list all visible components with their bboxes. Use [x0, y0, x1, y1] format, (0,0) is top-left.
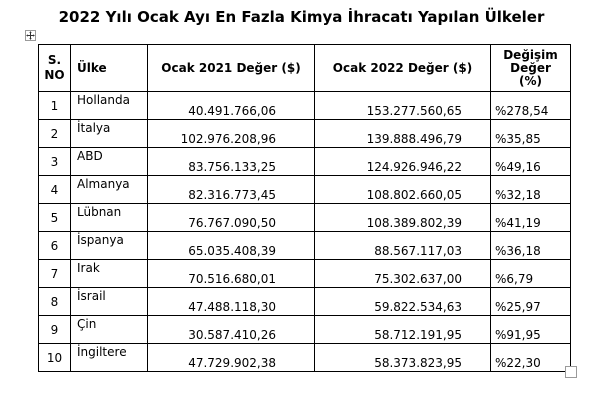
cell-value-2022: 124.926.946,22 — [315, 148, 491, 176]
cell-change: %25,97 — [491, 288, 571, 316]
cell-change: %278,54 — [491, 92, 571, 120]
table-row — [39, 260, 571, 288]
cell-value-2021: 40.491.766,06 — [148, 92, 315, 120]
cell-country: Irak — [71, 260, 148, 288]
cell-value-2022: 153.277.560,65 — [315, 92, 491, 120]
header-sno-line2: NO — [44, 68, 65, 82]
table-row — [39, 204, 571, 232]
cell-no: 7 — [39, 260, 71, 288]
cell-country: İspanya — [71, 232, 148, 260]
cell-no: 5 — [39, 204, 71, 232]
cell-value-2021: 82.316.773,45 — [148, 176, 315, 204]
table-row — [39, 176, 571, 204]
table-resize-handle-icon[interactable] — [565, 366, 577, 378]
table-row — [39, 316, 571, 344]
table-header-row — [39, 45, 571, 92]
table-row — [39, 344, 571, 372]
cell-change: %6,79 — [491, 260, 571, 288]
cell-value-2022: 58.712.191,95 — [315, 316, 491, 344]
cell-no: 10 — [39, 344, 71, 372]
header-change-line1: Değişim — [503, 47, 558, 62]
header-change-line2: Değer — [510, 60, 551, 75]
cell-no: 3 — [39, 148, 71, 176]
cell-value-2022: 75.302.637,00 — [315, 260, 491, 288]
header-sno-line1: S. — [47, 53, 62, 67]
header-change — [491, 45, 571, 92]
cell-value-2021: 76.767.090,50 — [148, 204, 315, 232]
cell-no: 6 — [39, 232, 71, 260]
export-table — [38, 44, 571, 372]
four-way-arrow-icon — [26, 31, 35, 40]
cell-no: 4 — [39, 176, 71, 204]
cell-value-2022: 88.567.117,03 — [315, 232, 491, 260]
cell-value-2022: 139.888.496,79 — [315, 120, 491, 148]
cell-no: 9 — [39, 316, 71, 344]
cell-country: Almanya — [71, 176, 148, 204]
cell-country: İsrail — [71, 288, 148, 316]
cell-value-2021: 65.035.408,39 — [148, 232, 315, 260]
table-row — [39, 120, 571, 148]
header-country: Ülke — [71, 45, 148, 92]
cell-value-2022: 108.389.802,39 — [315, 204, 491, 232]
cell-country: ABD — [71, 148, 148, 176]
cell-change: %49,16 — [491, 148, 571, 176]
table-row — [39, 288, 571, 316]
cell-change: %35,85 — [491, 120, 571, 148]
cell-country: İngiltere — [71, 344, 148, 372]
cell-value-2021: 83.756.133,25 — [148, 148, 315, 176]
cell-value-2022: 59.822.534,63 — [315, 288, 491, 316]
cell-value-2021: 70.516.680,01 — [148, 260, 315, 288]
header-change-line3: (%) — [519, 73, 542, 88]
cell-no: 8 — [39, 288, 71, 316]
cell-value-2021: 102.976.208,96 — [148, 120, 315, 148]
cell-change: %32,18 — [491, 176, 571, 204]
cell-value-2021: 30.587.410,26 — [148, 316, 315, 344]
cell-country: Hollanda — [71, 92, 148, 120]
table-row — [39, 232, 571, 260]
cell-change: %36,18 — [491, 232, 571, 260]
table-row — [39, 92, 571, 120]
header-sno — [39, 45, 71, 92]
cell-no: 2 — [39, 120, 71, 148]
cell-value-2021: 47.729.902,38 — [148, 344, 315, 372]
document-title: 2022 Yılı Ocak Ayı En Fazla Kimya İhracatı Yapılan Ülkeler — [58, 8, 545, 26]
cell-no: 1 — [39, 92, 71, 120]
header-value-2021: Ocak 2021 Değer ($) — [148, 45, 315, 92]
cell-change: %22,30 — [491, 344, 571, 372]
table-row — [39, 148, 571, 176]
cell-value-2022: 108.802.660,05 — [315, 176, 491, 204]
cell-country: Çin — [71, 316, 148, 344]
table-move-handle-icon[interactable] — [25, 30, 36, 41]
cell-change: %41,19 — [491, 204, 571, 232]
cell-country: İtalya — [71, 120, 148, 148]
cell-value-2022: 58.373.823,95 — [315, 344, 491, 372]
header-value-2022: Ocak 2022 Değer ($) — [315, 45, 491, 92]
cell-value-2021: 47.488.118,30 — [148, 288, 315, 316]
cell-change: %91,95 — [491, 316, 571, 344]
cell-country: Lübnan — [71, 204, 148, 232]
